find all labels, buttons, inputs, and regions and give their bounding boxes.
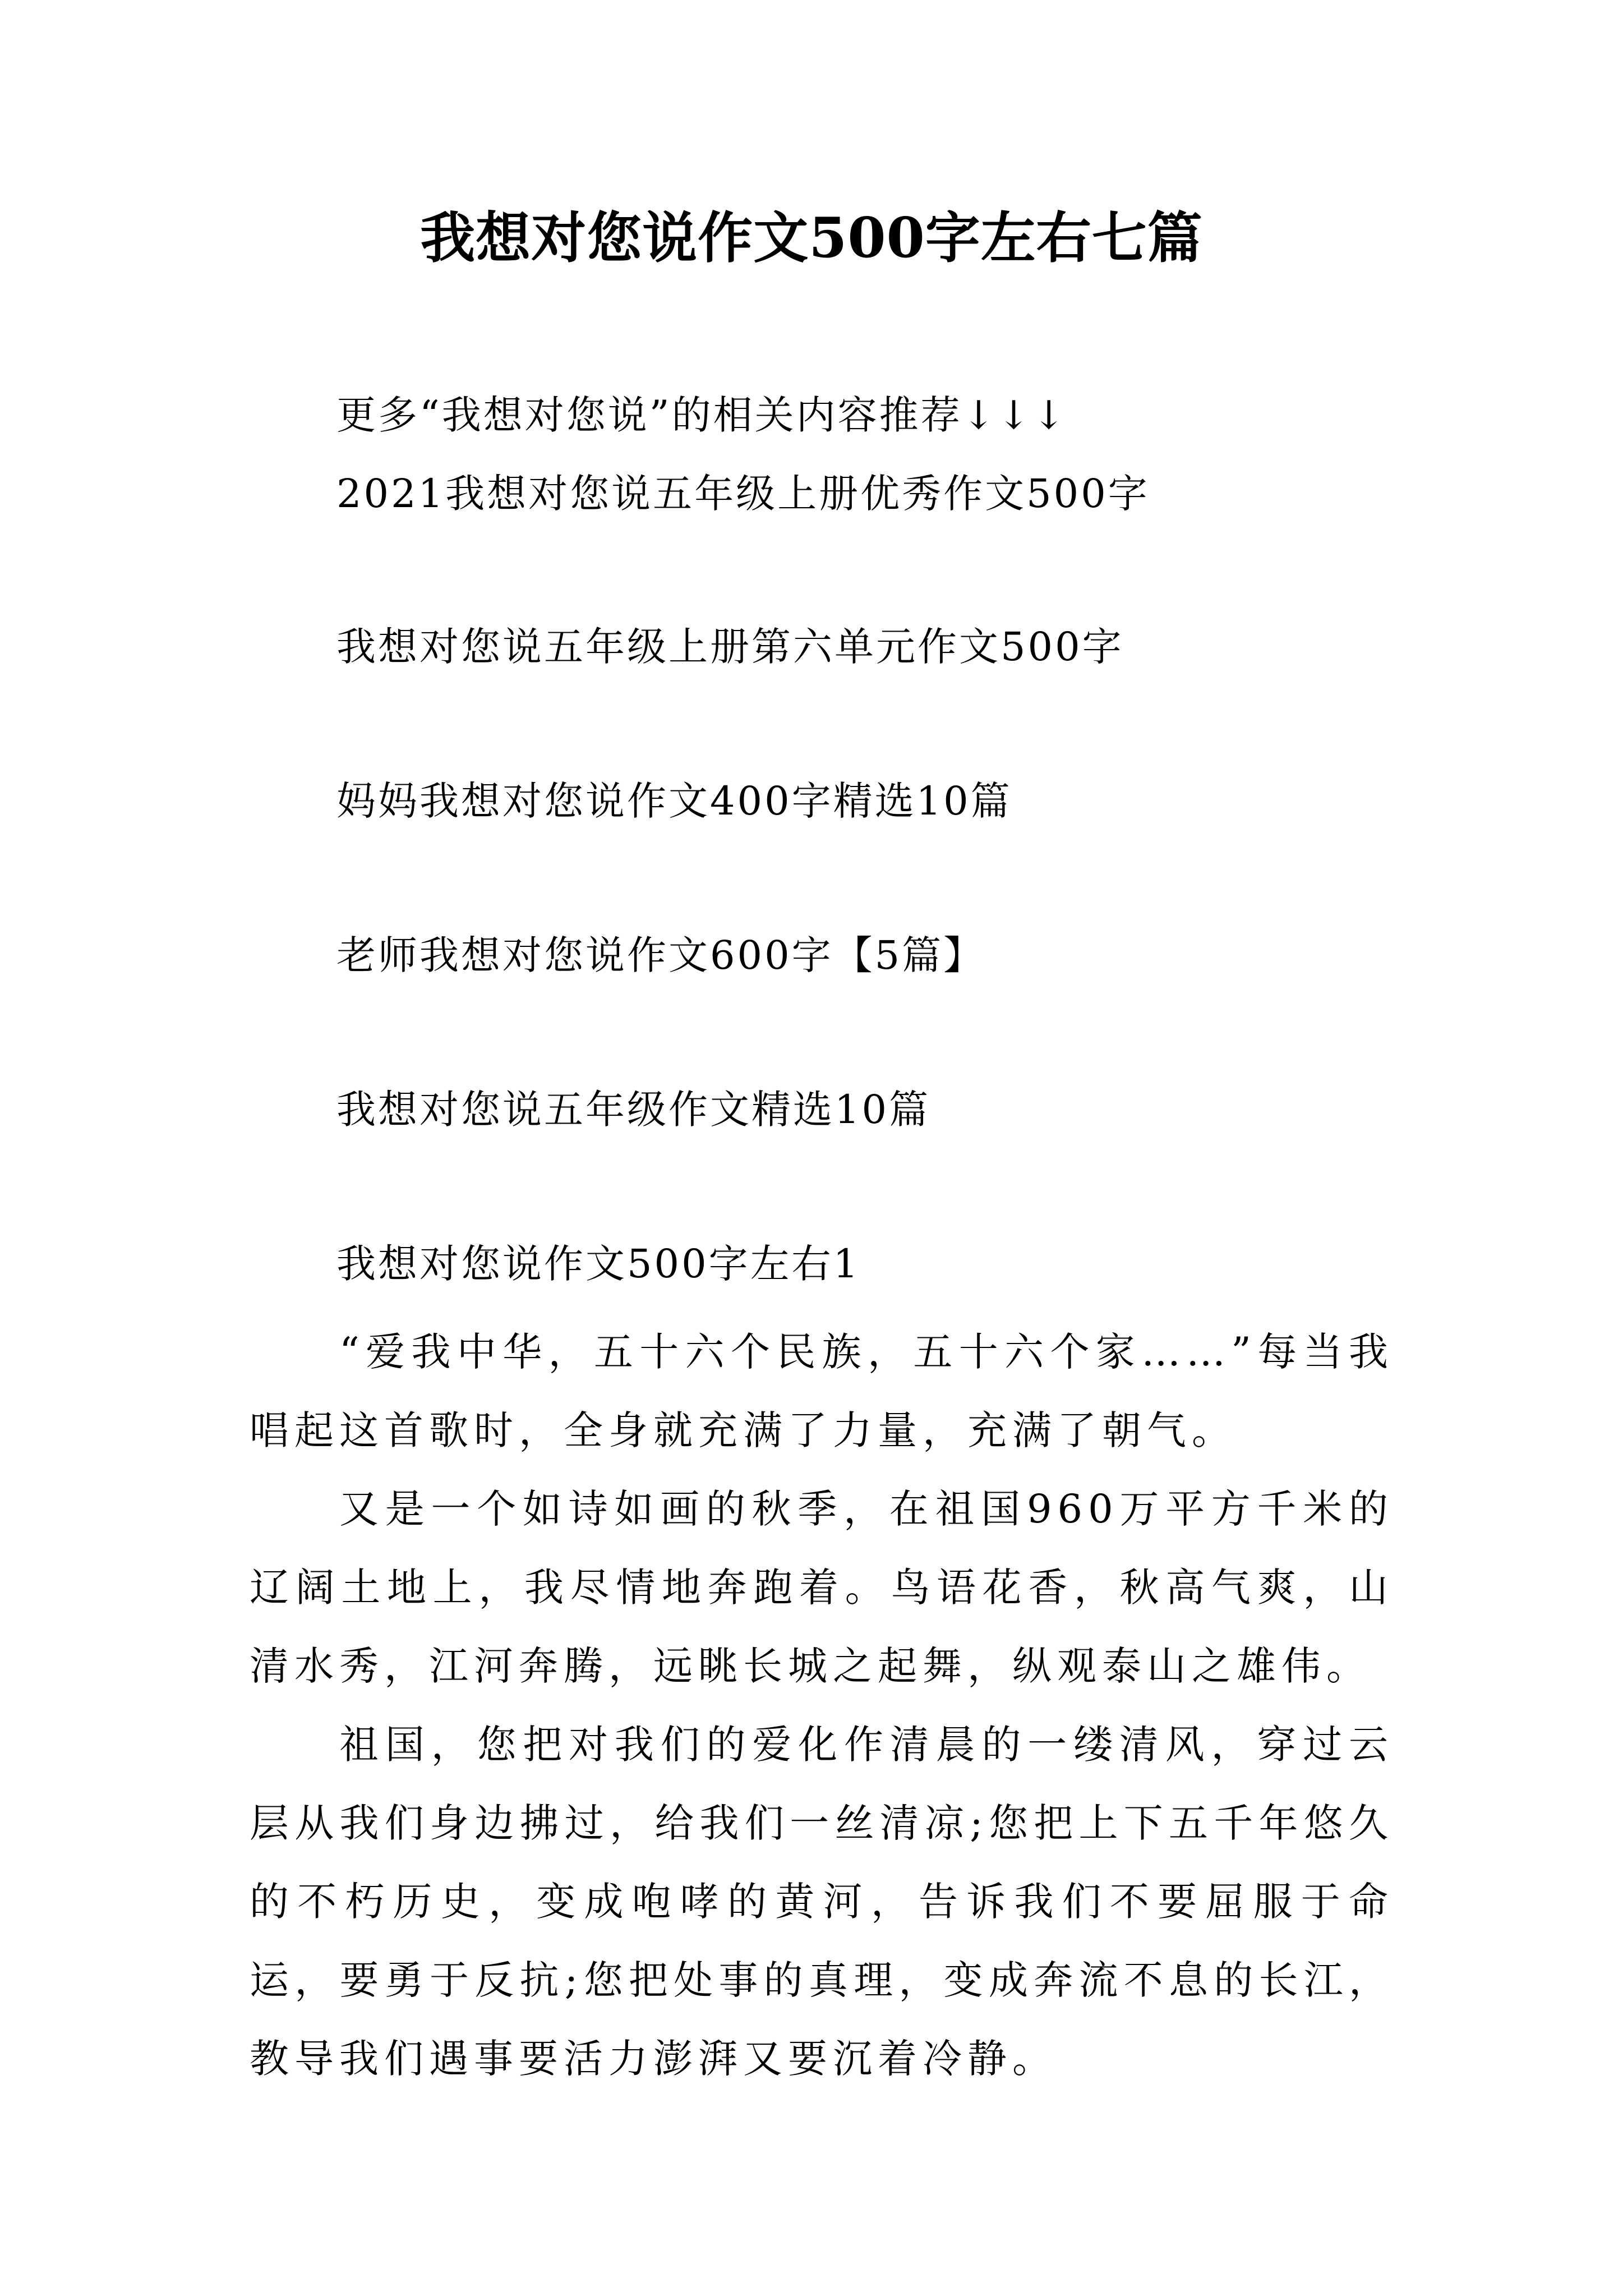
paragraph: 又是一个如诗如画的秋季，在祖国960万平方千米的辽阔土地上，我尽情地奔跑着。鸟语花香，秋高气爽，山清水秀，江河奔腾，远眺长城之起舞，纵观泰山之雄伟。: [250, 1486, 1394, 1689]
recommend-link-4[interactable]: 老师我想对您说作文600字【5篇】: [336, 932, 985, 978]
paragraph: “爱我中华，五十六个民族，五十六个家……”每当我唱起这首歌时，全身就充满了力量，充满了朝气。: [250, 1329, 1394, 1453]
recommend-link-2[interactable]: 我想对您说五年级上册第六单元作文500字: [336, 624, 1124, 670]
article-body: [250, 1313, 1394, 2098]
recommend-link-3[interactable]: 妈妈我想对您说作文400字精选10篇: [336, 778, 1012, 824]
recommend-link-1[interactable]: 2021我想对您说五年级上册优秀作文500字: [336, 471, 1150, 517]
paragraph: 祖国，您把对我们的爱化作清晨的一缕清风，穿过云层从我们身边拂过，给我们一丝清凉;您把上下五千年悠久的不朽历史，变成咆哮的黄河，告诉我们不要屈服于命运，要勇于反抗;您把处事的真理，变成奔流不息的长江，教导我们遇事要活力澎湃又要沉着冷静。: [250, 1722, 1394, 2082]
section-heading: 我想对您说作文500字左右1: [336, 1241, 861, 1287]
recommend-link-5[interactable]: 我想对您说五年级作文精选10篇: [336, 1087, 931, 1133]
document-title: 我想对您说作文500字左右七篇: [420, 206, 1203, 270]
recommend-header: 更多“我想对您说”的相关内容推荐↓↓↓: [336, 392, 1068, 438]
